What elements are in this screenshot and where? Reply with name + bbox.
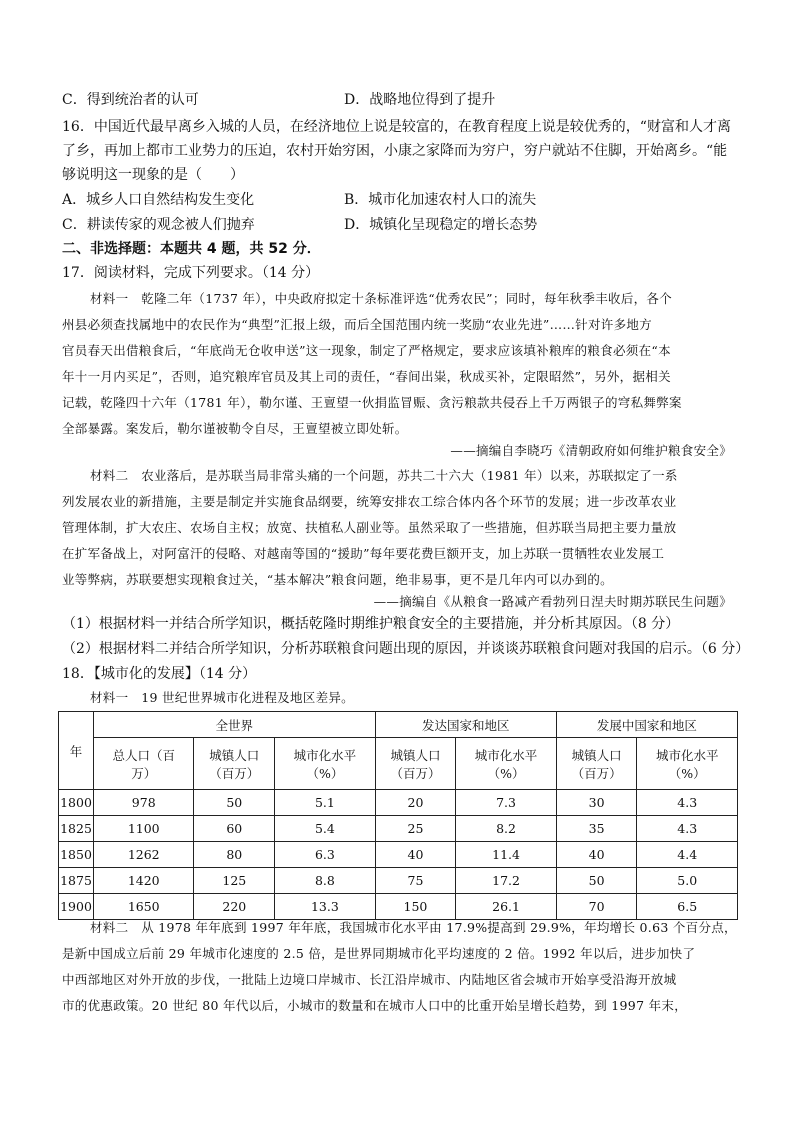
q15-option-c: C．得到统治者的认可 [62, 92, 199, 108]
q17-material2-line: 列发展农业的新措施，主要是制定并实施食品纲要，统筹安排农工综合体内各个环节的发展；进一步改革农业 [62, 494, 677, 509]
table-cell-year: 1825 [59, 816, 94, 842]
section-title: 二、非选择题：本题共 4 题，共 52 分． [62, 241, 321, 257]
q16-option-a: A．城乡人口自然结构发生变化 [62, 192, 255, 208]
table-group-header: 全世界 [94, 712, 376, 738]
q18-material2-line: 材料二 从 1978 年年底到 1997 年年底，我国城市化水平由 17.9%提高到 29.9%，年均增长 0.63 个百分点， [90, 920, 737, 935]
q18-title: 18．【城市化的发展】（14 分） [62, 666, 257, 682]
table-cell: 125 [194, 868, 275, 894]
subheader-line: 城市化水平 [655, 747, 719, 763]
table-cell: 5.4 [275, 816, 375, 842]
q15-option-d: D．战略地位得到了提升 [344, 92, 496, 108]
q17-material1-line: 州县必须查找属地中的农民作为“典型”汇报上级，而后全国范围内统一奖励“农业先进”……针对许多地方 [62, 317, 652, 332]
q17-material1-line: 年十一月内买足”，否则，追究粮库官员及其上司的责任，“春间出粜，秋成买补，定限昭然”，另外，据相关 [62, 369, 671, 384]
table-cell: 50 [556, 868, 637, 894]
table-cell: 75 [375, 868, 456, 894]
table-cell: 7.3 [456, 790, 556, 816]
q17-material2-line: 业等弊病，苏联要想实现粮食过关，“基本解决”粮食问题，绝非易事，更不是几年内可以办到的。 [62, 572, 613, 587]
table-cell: 5.1 [275, 790, 375, 816]
q16-stem-line: 了乡，再加上都市工业势力的压迫，农村开始穷困，小康之家降而为穷户，穷户就站不住脚，开始离乡。“能 [62, 143, 728, 159]
table-cell: 40 [375, 842, 456, 868]
q16-stem-line: 16．中国近代最早离乡入城的人员，在经济地位上说是较富的，在教育程度上说是较优秀的，“财富和人才离 [62, 119, 731, 135]
table-cell: 35 [556, 816, 637, 842]
table-cell: 26.1 [456, 894, 556, 920]
table-row [59, 816, 738, 842]
q17-subquestion-2: （2）根据材料二并结合所学知识，分析苏联粮食问题出现的原因，并谈谈苏联粮食问题对我国的启示。（6 分） [62, 641, 750, 657]
table-cell: 50 [194, 790, 275, 816]
table-subheader [194, 738, 275, 790]
subheader-line: （%） [487, 765, 525, 781]
subheader-line: （%） [306, 765, 344, 781]
q17-material2-source: ——摘编自《从粮食一路减产看勃列日涅夫时期苏联民生问题》 [373, 594, 732, 609]
table-cell: 978 [94, 790, 194, 816]
q16-stem-line: 够说明这一现象的是（ ） [62, 167, 244, 183]
table-cell: 5.0 [637, 868, 738, 894]
table-cell: 6.3 [275, 842, 375, 868]
table-cell: 1100 [94, 816, 194, 842]
table-cell: 1650 [94, 894, 194, 920]
q17-material2-line: 在扩军备战上，对阿富汗的侵略、对越南等国的“援助”每年要花费巨额开支，加上苏联一贯牺牲农业发展工 [62, 546, 665, 561]
q16-option-c: C．耕读传家的观念被人们抛弃 [62, 217, 255, 233]
q17-subquestion-1: （1）根据材料一并结合所学知识，概括乾隆时期维护粮食安全的主要措施，并分析其原因。（8 分） [62, 616, 680, 632]
table-cell: 17.2 [456, 868, 556, 894]
table-row [59, 790, 738, 816]
table-cell-year: 1850 [59, 842, 94, 868]
table-body [59, 790, 738, 920]
urbanization-table [58, 711, 738, 920]
table-row [59, 894, 738, 920]
q18-material2-line: 中西部地区对外开放的步伐，一批陆上边境口岸城市、长江沿岸城市、内陆地区省会城市开始享受沿海开放城 [62, 972, 677, 987]
q17-material1-line: 材料一 乾隆二年（1737 年），中央政府拟定十条标准评选“优秀农民”；同时，每年秋季丰收后，各个 [90, 291, 673, 306]
table-cell: 11.4 [456, 842, 556, 868]
table-cell: 1262 [94, 842, 194, 868]
table-cell: 40 [556, 842, 637, 868]
subheader-line: （%） [668, 765, 706, 781]
table-cell: 220 [194, 894, 275, 920]
subheader-line: 城镇人口 [390, 747, 441, 763]
table-group-header: 发达国家和地区 [375, 712, 556, 738]
table-cell-year: 1875 [59, 868, 94, 894]
table-cell: 60 [194, 816, 275, 842]
q18-material2-line: 是新中国成立后前 29 年城市化速度的 2.5 倍，是世界同期城市化平均速度的 2 倍。1992 年以后，进步加快了 [62, 946, 696, 961]
table-subheader [637, 738, 738, 790]
table-subheader [375, 738, 456, 790]
table-cell: 70 [556, 894, 637, 920]
subheader-line: 城市化水平 [474, 747, 538, 763]
table-cell: 1420 [94, 868, 194, 894]
q17-material1-source: ——摘编自李晓巧《清朝政府如何维护粮食安全》 [450, 443, 732, 458]
table-cell: 80 [194, 842, 275, 868]
subheader-line: （百万） [209, 765, 260, 781]
q16-option-b: B．城市化加速农村人口的流失 [344, 192, 537, 208]
subheader-line: 城镇人口 [209, 747, 260, 763]
subheader-line: （百万） [571, 765, 622, 781]
table-cell: 6.5 [637, 894, 738, 920]
table-cell-year: 1800 [59, 790, 94, 816]
table-subheader [275, 738, 375, 790]
table-cell: 8.8 [275, 868, 375, 894]
table-cell: 150 [375, 894, 456, 920]
table-header-year: 年 [59, 712, 94, 790]
subheader-line: 城镇人口 [571, 747, 622, 763]
table-cell: 30 [556, 790, 637, 816]
table-cell: 4.3 [637, 790, 738, 816]
table-cell: 20 [375, 790, 456, 816]
table-cell-year: 1900 [59, 894, 94, 920]
q17-material1-line: 全部暴露。案发后，勒尔谨被勒令自尽，王亶望被立即处斩。 [62, 421, 408, 436]
q17-material2-line: 管理体制，扩大农庄、农场自主权；放宽、扶植私人副业等。虽然采取了一些措施，但苏联当局把主要力量放 [62, 520, 677, 535]
q17-material2-line: 材料二 农业落后，是苏联当局非常头痛的一个问题，苏共二十六大（1981 年）以来，苏联拟定了一系 [90, 468, 678, 483]
table-subheader [456, 738, 556, 790]
q16-option-d: D．城镇化呈现稳定的增长态势 [344, 217, 538, 233]
table-cell: 13.3 [275, 894, 375, 920]
table-cell: 25 [375, 816, 456, 842]
q17-title: 17．阅读材料，完成下列要求。（14 分） [62, 265, 320, 281]
table-subheader [556, 738, 637, 790]
q18-material2-line: 市的优惠政策。20 世纪 80 年代以后，小城市的数量和在城市人口中的比重开始呈增长趋势，到 1997 年末， [62, 998, 687, 1013]
table-subheader [94, 738, 194, 790]
table-group-header: 发展中国家和地区 [556, 712, 737, 738]
subheader-line: 总人口（百 [112, 747, 175, 763]
subheader-line: （百万） [390, 765, 441, 781]
table-cell: 4.3 [637, 816, 738, 842]
table-cell: 4.4 [637, 842, 738, 868]
q17-material1-line: 记载，乾隆四十六年（1781 年），勒尔谨、王亶望一伙捐监冒赈、贪污粮款共侵吞上千万两银子的穹私舞弊案 [62, 395, 682, 410]
table-cell: 8.2 [456, 816, 556, 842]
subheader-line: 城市化水平 [293, 747, 357, 763]
table-row [59, 868, 738, 894]
table-row [59, 842, 738, 868]
q18-material1-caption: 材料一 19 世纪世界城市化进程及地区差异。 [90, 690, 354, 705]
subheader-line: 万） [131, 765, 157, 781]
q17-material1-line: 官员春天出借粮食后，“年底尚无仓收申送”这一现象，制定了严格规定，要求应该填补粮库的粮食必须在“本 [62, 343, 671, 358]
